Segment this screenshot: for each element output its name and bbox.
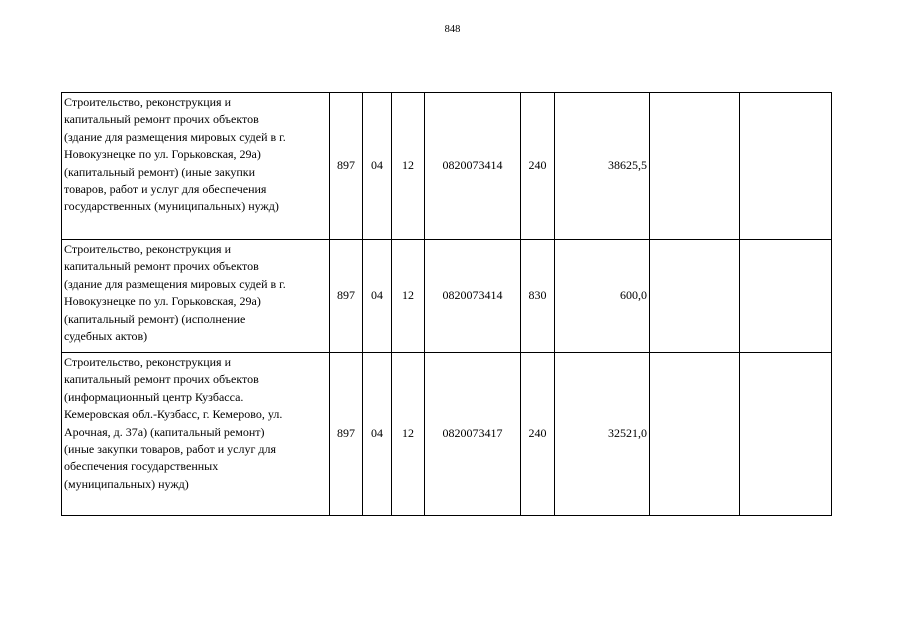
ministry-code-cell: 897 [330,240,363,353]
description-line: (здание для размещения мировых судей в г. [64,129,286,144]
description-line: (капитальный ремонт) (исполнение [64,311,246,326]
subsection-code-cell: 12 [392,240,425,353]
amount-cell: 32521,0 [555,353,650,516]
target-article-cell: 0820073414 [425,93,521,240]
row-description-cell [62,240,330,353]
description-line: Строительство, реконструкция и [64,95,231,109]
description-line: Новокузнецке по ул. Горьковская, 29а) [64,147,261,162]
table-row [62,93,832,240]
empty-amount-cell [650,240,740,353]
description-line: (здание для размещения мировых судей в г. [64,276,286,291]
amount-cell: 38625,5 [555,93,650,240]
description-line: судебных актов) [64,329,148,344]
description-line: Новокузнецке по ул. Горьковская, 29а) [64,294,261,309]
expense-type-cell: 240 [521,93,555,240]
row-description-cell [62,353,330,516]
ministry-code-cell: 897 [330,353,363,516]
description-line: (иные закупки товаров, работ и услуг для [64,442,277,457]
description-line: обеспечения государственных [64,459,219,474]
expense-type-cell: 830 [521,240,555,353]
section-code-cell: 04 [363,93,392,240]
row-description-cell [62,93,330,240]
section-code-cell: 04 [363,240,392,353]
subsection-code-cell: 12 [392,353,425,516]
empty-amount-cell [740,93,832,240]
description-line: (информационный центр Кузбасса. [64,389,244,404]
description-line: Кемеровская обл.-Кузбасс, г. Кемерово, ул. [64,407,283,422]
description-line: (капитальный ремонт) (иные закупки [64,164,256,179]
subsection-code-cell: 12 [392,93,425,240]
empty-amount-cell [740,353,832,516]
target-article-cell: 0820073417 [425,353,521,516]
page-number: 848 [444,24,461,35]
description-line: государственных (муниципальных) нужд) [64,199,279,214]
budget-table [61,92,832,516]
description-line: капитальный ремонт прочих объектов [64,112,259,127]
description-line: Строительство, реконструкция и [64,355,231,369]
amount-cell: 600,0 [555,240,650,353]
empty-amount-cell [650,353,740,516]
description-line: Арочная, д. 37а) (капитальный ремонт) [64,424,265,439]
expense-type-cell: 240 [521,353,555,516]
section-code-cell: 04 [363,353,392,516]
description-line: (муниципальных) нужд) [64,476,189,491]
table-row [62,353,832,516]
description-line: капитальный ремонт прочих объектов [64,372,259,387]
target-article-cell: 0820073414 [425,240,521,353]
description-line: капитальный ремонт прочих объектов [64,259,259,274]
description-line: Строительство, реконструкция и [64,242,231,256]
empty-amount-cell [650,93,740,240]
empty-amount-cell [740,240,832,353]
table-row [62,240,832,353]
ministry-code-cell: 897 [330,93,363,240]
description-line: товаров, работ и услуг для обеспечения [64,182,267,197]
